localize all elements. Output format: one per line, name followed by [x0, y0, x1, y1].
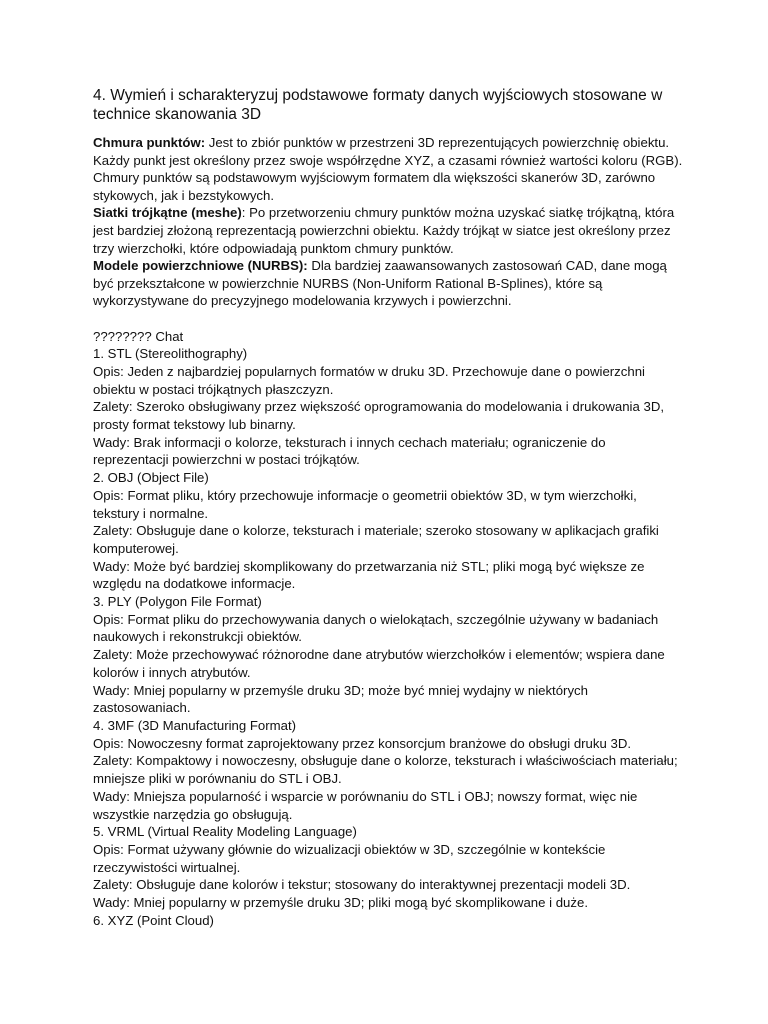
format-advantages: Zalety: Może przechowywać różnorodne dane atrybutów wierzchołków i elementów; wspiera dane kolorów i innych atrybutów.: [93, 647, 665, 680]
format-disadvantages: Wady: Mniejsza popularność i wsparcie w porównaniu do STL i OBJ; nowszy format, więc nie wszystkie narzędzia go obsługują.: [93, 788, 638, 822]
format-title: 5. VRML (Virtual Reality Modeling Language): [93, 824, 357, 840]
intro-paragraph-mesh: [93, 204, 683, 257]
term-label: Modele powierzchniowe (NURBS):: [93, 258, 308, 274]
chat-label: ???????? Chat: [93, 328, 184, 344]
format-item-3mf: [93, 717, 683, 823]
format-description: Opis: Nowoczesny format zaprojektowany przez konsorcjum branżowe do obsługi druku 3D.: [93, 735, 632, 751]
page-title: 4. Wymień i scharakteryzuj podstawowe formaty danych wyjściowych stosowane w technice skanowania 3D: [93, 87, 663, 123]
intro-section: [93, 134, 683, 310]
term-description: Jest to zbiór punktów w przestrzeni 3D reprezentujących powierzchnię obiektu. Każdy punkt jest określony przez swoje współrzędne XYZ, a czasami również wartości koloru (RGB). Chmury punktów są podstawowym wyjściowym formatem dla większości skanerów 3D, zarówno stykowych, jak i bezstykowych.: [93, 135, 683, 203]
format-description: Opis: Jeden z najbardziej popularnych formatów w druku 3D. Przechowuje dane o powierzchni obiektu w postaci trójkątnych płaszczyzn.: [93, 363, 645, 397]
format-description: Opis: Format pliku do przechowywania danych o wielokątach, szczególnie używany w badaniach naukowych i rekonstrukcji obiektów.: [93, 611, 659, 645]
format-advantages: Zalety: Kompaktowy i nowoczesny, obsługuje dane o kolorze, teksturach i właściwościach materiału; mniejsze pliki w porównaniu do STL i OBJ.: [93, 753, 678, 787]
format-title: 4. 3MF (3D Manufacturing Format): [93, 718, 297, 733]
format-description: Opis: Format pliku, który przechowuje informacje o geometrii obiektów 3D, w tym wierzchołki, tekstury i normalne.: [93, 487, 637, 521]
term-label: Siatki trójkątne (meshe): [93, 205, 242, 221]
format-advantages: Zalety: Obsługuje dane kolorów i tekstur; stosowany do interaktywnej prezentacji modeli 3D.: [93, 877, 631, 893]
format-item-stl: [93, 345, 683, 469]
format-advantages: Zalety: Szeroko obsługiwany przez większość oprogramowania do modelowania i drukowania 3D, prosty format tekstowy lub binarny.: [93, 399, 665, 433]
format-advantages: Zalety: Obsługuje dane o kolorze, teksturach i materiale; szeroko stosowany w aplikacjach grafiki komputerowej.: [93, 523, 659, 556]
format-disadvantages: Wady: Brak informacji o kolorze, teksturach i innych cechach materiału; ograniczenie do reprezentacji powierzchni w postaci trójkątów.: [93, 434, 606, 468]
intro-paragraph-nurbs: [93, 257, 683, 310]
term-label: Chmura punktów:: [93, 135, 206, 150]
format-title: 2. OBJ (Object File): [93, 470, 209, 486]
format-disadvantages: Wady: Mniej popularny w przemyśle druku 3D; pliki mogą być skomplikowane i duże.: [93, 895, 588, 911]
format-disadvantages: Wady: Mniej popularny w przemyśle druku 3D; może być mniej wydajny w niektórych zastosowaniach.: [93, 682, 588, 716]
term-description: Dla bardziej zaawansowanych zastosowań CAD, dane mogą być przekształcone w powierzchnie NURBS (Non-Uniform Rational B-Splines), które są wykorzystywane do precyzyjnego modelowania krzywych i powierzchni.: [93, 258, 667, 309]
format-description: Opis: Format używany głównie do wizualizacji obiektów w 3D, szczególnie w kontekście rzeczywistości wirtualnej.: [93, 841, 606, 875]
format-disadvantages: Wady: Może być bardziej skomplikowany do przetwarzania niż STL; pliki mogą być większe ze względu na dodatkowe informacje.: [93, 558, 645, 592]
format-item-obj: [93, 469, 683, 593]
format-title: 6. XYZ (Point Cloud): [93, 912, 214, 928]
document-page: [93, 86, 683, 929]
format-list: [93, 345, 683, 929]
format-item-xyz: [93, 912, 683, 930]
format-title: 3. PLY (Polygon File Format): [93, 594, 262, 610]
blank-line: [93, 310, 683, 328]
format-item-ply: [93, 593, 683, 717]
format-title: 1. STL (Stereolithography): [93, 346, 248, 362]
format-item-vrml: [93, 823, 683, 912]
intro-paragraph-point-cloud: [93, 134, 683, 204]
term-description: : Po przetworzeniu chmury punktów można uzyskać siatkę trójkątną, która jest bardziej złożoną reprezentacją powierzchni obiektu. Każdy trójkąt w siatce jest określony przez trzy wierzchołki, które odpowiadają punktom chmury punktów.: [93, 205, 675, 256]
